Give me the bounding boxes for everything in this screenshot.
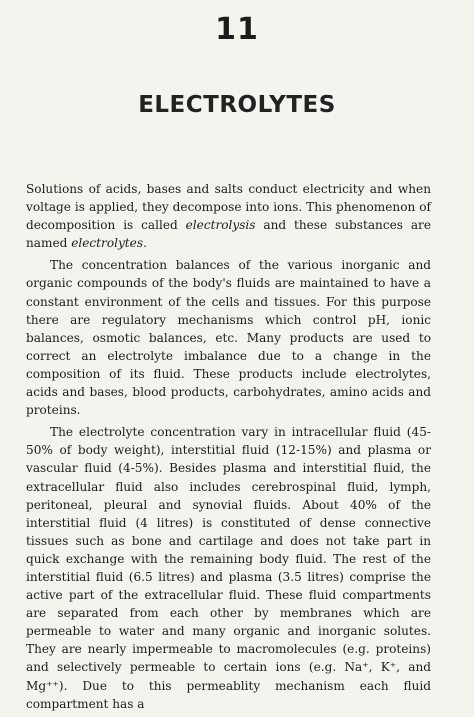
paragraph-intro-part-a: Solutions of acids, bases and salts conduct electricity and when voltage is applied, they decompose into ions. This phenomenon of decomposition is called bbox=[26, 182, 431, 233]
chapter-number: 11 bbox=[215, 12, 259, 47]
paragraph-intro-part-b: and these substances are named bbox=[26, 218, 431, 251]
paragraph-intro-part-c: . bbox=[143, 236, 147, 251]
paragraph-intro bbox=[26, 180, 431, 252]
chapter-title: ELECTROLYTES bbox=[138, 92, 336, 118]
body-text bbox=[26, 180, 431, 717]
term-electrolytes: electrolytes bbox=[71, 236, 144, 251]
term-electrolysis: electrolysis bbox=[185, 218, 256, 233]
paragraph-concentration-balances: The concentration balances of the various inorganic and organic compounds of the body's fluids are maintained to have a constant environment of the cells and tissues. For this purpose there are regulatory mechanisms which control pH, ionic balances, osmotic balances, etc. Many products are used to correct an electrolyte imbalance due to a change in the composition of its fluid. These products include electrolytes, acids and bases, blood products, carbohydrates, amino acids and proteins. bbox=[26, 258, 431, 418]
paragraph-electrolyte-concentration: The electrolyte concentration vary in intracellular fluid (45-50% of body weight), interstitial fluid (12-15%) and plasma or vascular fluid (4-5%). Besides plasma and interstitial fluid, the extracellular fluid also includes cerebrospinal fluid, lymph, peritoneal, pleural and synovial fluids. About 40% of the interstitial fluid (4 litres) is constituted of dense connective tissues such as bone and cartilage and does not take part in quick exchange with the remaining body fluid. The rest of the interstitial fluid (6.5 litres) and plasma (3.5 litres) comprise the active part of the extracellular fluid. These fluid compartments are separated from each other by membranes which are permeable to water and many organic and inorganic solutes. They are nearly impermeable to macromolecules (e.g. proteins) and selectively permeable to certain ions (e.g. Na⁺, K⁺, and Mg⁺⁺). Due to this permeablity mechanism each fluid compartment has a bbox=[26, 425, 431, 711]
